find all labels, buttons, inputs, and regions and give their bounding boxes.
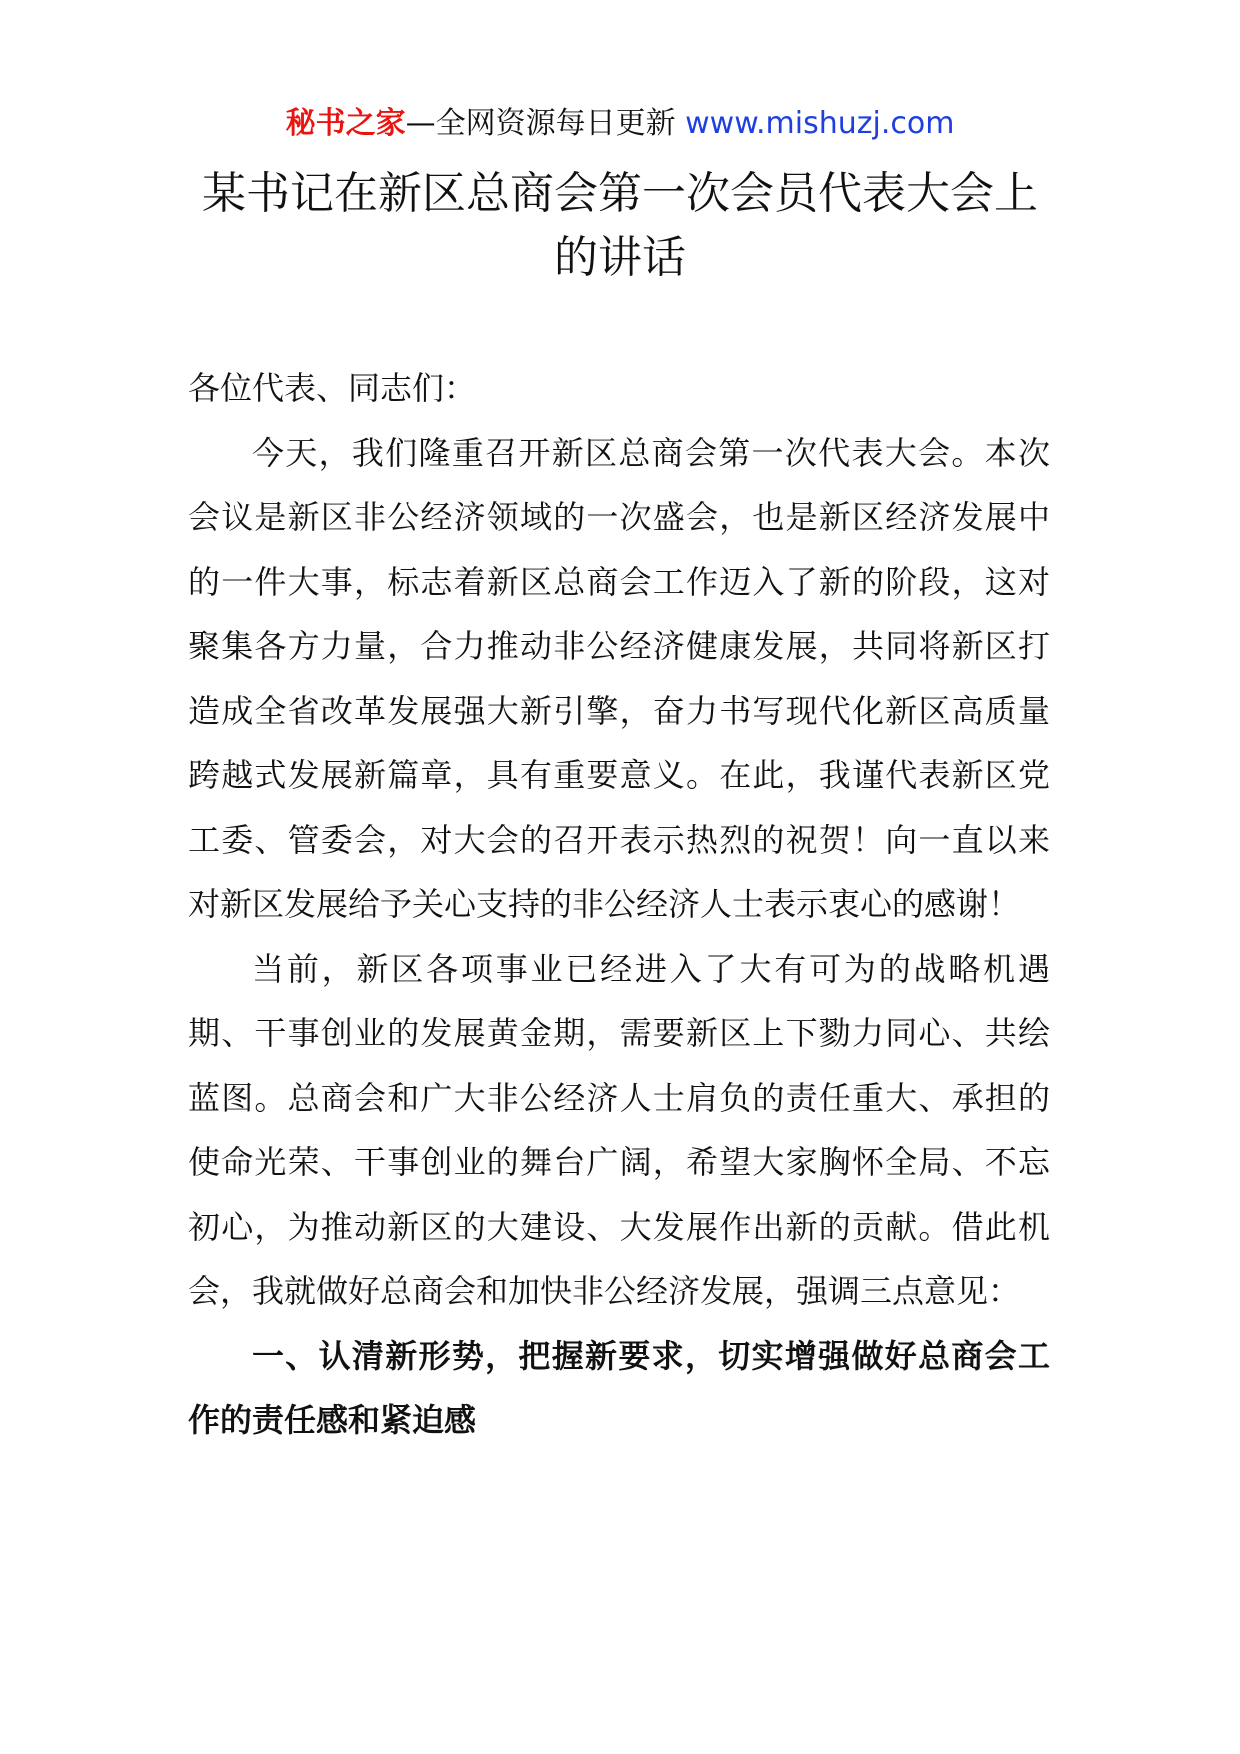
document-body bbox=[188, 356, 1050, 1453]
site-banner bbox=[0, 100, 1240, 148]
salutation: 各位代表、同志们： bbox=[188, 369, 477, 407]
brand-name: 秘书之家 bbox=[285, 106, 406, 141]
document-title: 某书记在新区总商会第一次会员代表大会上的讲话 bbox=[202, 168, 1038, 283]
brand-slogan: —全网资源每日更新 bbox=[405, 106, 676, 141]
body-paragraph-2: 当前，新区各项事业已经进入了大有可为的战略机遇期、干事创业的发展黄金期，需要新区上下勠力同心、共绘蓝图。总商会和广大非公经济人士肩负的责任重大、承担的使命光荣、干事创业的舞台广阔，希望大家胸怀全局、不忘初心，为推动新区的大建设、大发展作出新的贡献。借此机会，我就做好总商会和加快非公经济发展，强调三点意见： bbox=[188, 949, 1050, 1310]
body-paragraph-1: 今天，我们隆重召开新区总商会第一次代表大会。本次会议是新区非公经济领域的一次盛会，也是新区经济发展中的一件大事，标志着新区总商会工作迈入了新的阶段，这对聚集各方力量，合力推动非公经济健康发展，共同将新区打造成全省改革发展强大新引擎，奋力书写现代化新区高质量跨越式发展新篇章，具有重要意义。在此，我谨代表新区党工委、管委会，对大会的召开表示热烈的祝贺！向一直以来对新区发展给予关心支持的非公经济人士表示衷心的感谢！ bbox=[188, 433, 1050, 923]
section-heading: 一、认清新形势，把握新要求，切实增强做好总商会工作的责任感和紧迫感 bbox=[188, 1336, 1050, 1439]
site-link[interactable]: www.mishuzj.com bbox=[685, 106, 955, 141]
